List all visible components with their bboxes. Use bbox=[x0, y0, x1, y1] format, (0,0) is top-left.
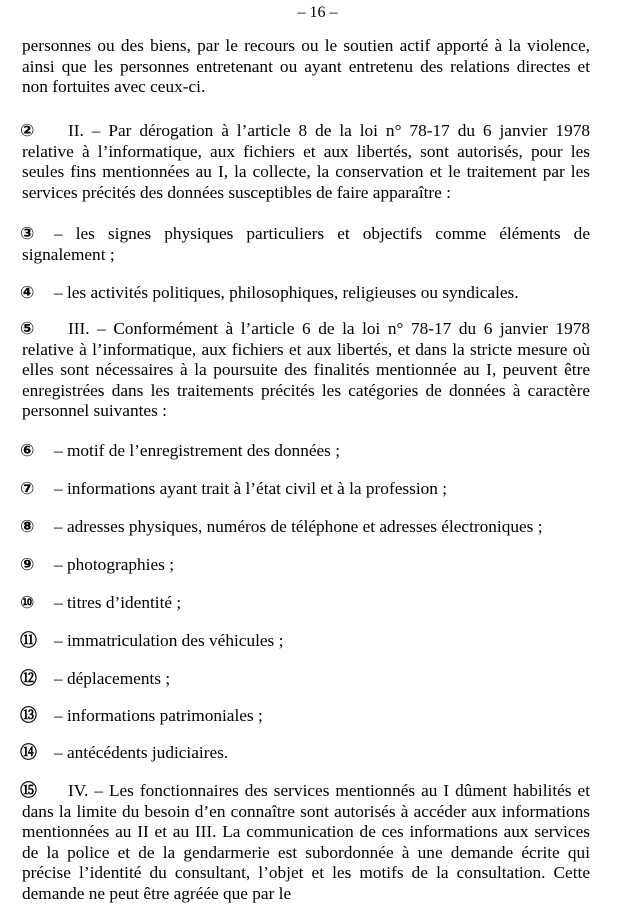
paragraph-marker-icon: ⑭ bbox=[20, 743, 37, 763]
paragraph-5 bbox=[22, 319, 590, 422]
paragraph-3 bbox=[22, 224, 590, 265]
paragraph-text: – les signes physiques particuliers et objectifs comme éléments de signalement ; bbox=[22, 224, 590, 264]
paragraph-text: III. – Conformément à l’article 6 de la loi n° 78-17 du 6 janvier 1978 relative à l’informatique, aux fichiers et aux libertés, et dans la stricte mesure où elles sont nécessaires à la poursuite des finalités mentionnée au I, peuvent être enregistrées dans les traitements précités les catégories de données à caractère personnel suivantes : bbox=[22, 319, 590, 420]
paragraph-text: – informations ayant trait à l’état civil et à la profession ; bbox=[54, 479, 448, 498]
paragraph-marker-icon: ⑤ bbox=[20, 319, 35, 339]
paragraph-marker-icon: ② bbox=[20, 121, 35, 141]
paragraph-text: II. – Par dérogation à l’article 8 de la loi n° 78-17 du 6 janvier 1978 relative à l’informatique, aux fichiers et aux libertés, sont autorisés, pour les seules fins mentionnées au I, la collecte, la conservation et le traitement par les services précités des données susceptibles de faire apparaître : bbox=[22, 121, 590, 202]
paragraph-6 bbox=[22, 441, 590, 462]
paragraph-8 bbox=[22, 517, 590, 538]
paragraph-text: – les activités politiques, philosophiques, religieuses ou syndicales. bbox=[54, 283, 519, 302]
paragraph-text: – titres d’identité ; bbox=[54, 593, 182, 612]
paragraph-marker-icon: ⑥ bbox=[20, 441, 35, 461]
paragraph-marker-icon: ⑨ bbox=[20, 555, 35, 575]
paragraph-marker-icon: ⑮ bbox=[20, 781, 37, 801]
paragraph-2 bbox=[22, 121, 590, 203]
paragraph-text: – photographies ; bbox=[54, 555, 174, 574]
paragraph-marker-icon: ⑬ bbox=[20, 706, 37, 726]
paragraph-marker-icon: ⑧ bbox=[20, 517, 35, 537]
paragraph-marker-icon: ⑩ bbox=[20, 593, 35, 613]
paragraph-text: IV. – Les fonctionnaires des services mentionnés au I dûment habilités et dans la limite du besoin d’en connaître sont autorisés à accéder aux informations mentionnées au II et au III. La communication de ces informations aux services de la police et de la gendarmerie est subordonnée à une demande écrite qui précise l’identité du consultant, l’objet et les motifs de la consultation. Cette demande ne peut être agréée que par le bbox=[22, 781, 590, 903]
paragraph-marker-icon: ③ bbox=[20, 224, 35, 244]
paragraph-marker-icon: ⑪ bbox=[20, 631, 37, 651]
paragraph-text: – adresses physiques, numéros de téléphone et adresses électroniques ; bbox=[54, 517, 543, 536]
paragraph-10 bbox=[22, 593, 590, 614]
paragraph-text: – antécédents judiciaires. bbox=[54, 743, 229, 762]
page-number: – 16 – bbox=[297, 4, 338, 21]
paragraph-13 bbox=[22, 706, 590, 727]
paragraph-text: – motif de l’enregistrement des données ; bbox=[54, 441, 341, 460]
paragraph-text: – informations patrimoniales ; bbox=[54, 706, 263, 725]
paragraph-11 bbox=[22, 631, 590, 652]
paragraph-marker-icon: ④ bbox=[20, 283, 35, 303]
paragraph-text: – immatriculation des véhicules ; bbox=[54, 631, 284, 650]
intro-paragraph: personnes ou des biens, par le recours ou le soutien actif apporté à la violence, ainsi que les personnes entretenant ou ayant entretenu des relations directes et non fortuites avec ceux-ci. bbox=[22, 36, 590, 96]
paragraph-7 bbox=[22, 479, 590, 500]
paragraph-14 bbox=[22, 743, 590, 764]
paragraph-4 bbox=[22, 283, 590, 304]
paragraph-15 bbox=[22, 781, 590, 904]
paragraph-marker-icon: ⑦ bbox=[20, 479, 35, 499]
paragraph-9 bbox=[22, 555, 590, 576]
paragraph-marker-icon: ⑫ bbox=[20, 669, 37, 689]
paragraph-text: – déplacements ; bbox=[54, 669, 171, 688]
paragraph-12 bbox=[22, 669, 590, 690]
